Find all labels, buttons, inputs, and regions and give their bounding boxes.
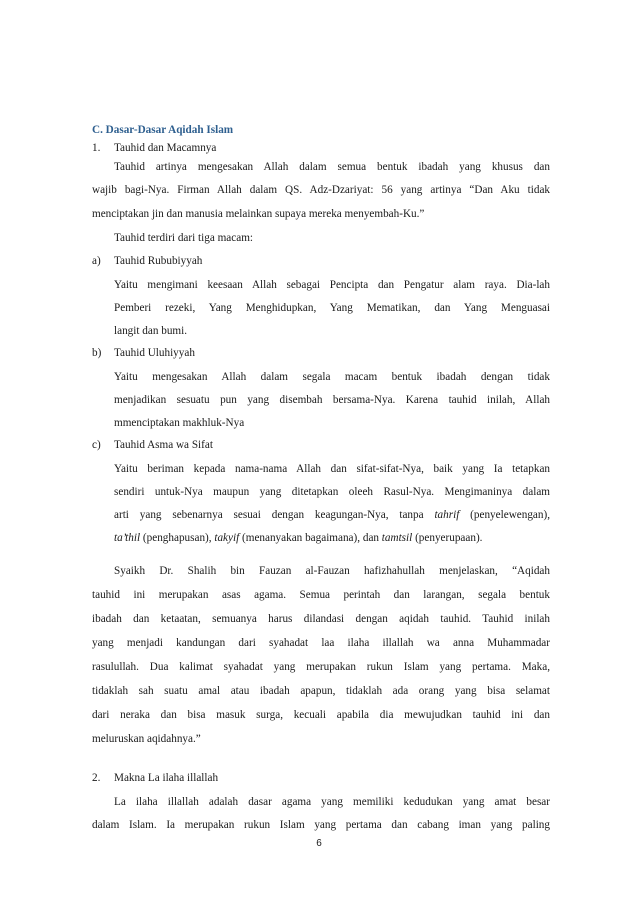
- item-number: 1.: [92, 142, 101, 154]
- paragraph-line: Pemberi rezeki, Yang Menghidupkan, Yang Mematikan, dan Yang Menguasai: [114, 302, 550, 314]
- italic-term: tahrif: [434, 509, 460, 521]
- paragraph-line: Tauhid artinya mengesakan Allah dalam semua bentuk ibadah yang khusus dan: [114, 161, 550, 173]
- text-run: (penghapusan),: [140, 532, 215, 544]
- paragraph-line: La ilaha illallah adalah dasar agama yang memiliki kedudukan yang amat besar: [114, 796, 550, 808]
- paragraph-line: Tauhid terdiri dari tiga macam:: [114, 232, 254, 244]
- page-number: 6: [316, 838, 322, 849]
- italic-term: tamtsil: [381, 532, 413, 544]
- list-marker: b): [92, 347, 102, 359]
- paragraph-line: meluruskan aqidahnya.”: [92, 733, 201, 745]
- list-item-title: Tauhid Uluhiyyah: [114, 347, 195, 359]
- paragraph-line: Syaikh Dr. Shalih bin Fauzan al-Fauzan hafizhahullah menjelaskan, “Aqidah: [114, 565, 550, 577]
- list-marker: c): [92, 439, 101, 451]
- text-run: (penyerupaan).: [412, 532, 483, 544]
- paragraph-line: tauhid ini merupakan asas agama. Semua perintah dan larangan, segala bentuk: [92, 589, 550, 601]
- paragraph-line: tidaklah sah suatu amal atau ibadah apapun, tidaklah ada orang yang bisa selamat: [92, 685, 550, 697]
- item-title: Makna La ilaha illallah: [114, 772, 219, 784]
- paragraph-line: dalam Islam. Ia merupakan rukun Islam yang pertama dan cabang iman yang paling: [92, 819, 550, 831]
- paragraph-line: Yaitu mengesakan Allah dalam segala macam bentuk ibadah dengan tidak: [114, 371, 550, 383]
- paragraph-line: rasulullah. Dua kalimat syahadat yang merupakan rukun Islam yang pertama. Maka,: [92, 661, 550, 673]
- text-run: (penyelewengan),: [459, 509, 551, 521]
- list-marker: a): [92, 255, 101, 267]
- text-run: (menanyakan bagaimana), dan: [239, 532, 382, 544]
- paragraph-line: Yaitu mengimani keesaan Allah sebagai Pencipta dan Pengatur alam raya. Dia-lah: [114, 279, 550, 291]
- paragraph-line: Yaitu beriman kepada nama-nama Allah dan sifat-sifat-Nya, baik yang Ia tetapkan: [114, 463, 550, 475]
- paragraph-line: menciptakan jin dan manusia melainkan supaya mereka menyembah-Ku.”: [92, 208, 425, 220]
- paragraph-line: dari neraka dan bisa masuk surga, kecuali apabila dia mewujudkan tauhid ini dan: [92, 709, 550, 721]
- paragraph-line: yang menjadi kandungan dari syahadat laa ilaha illallah wa anna Muhammadar: [92, 637, 550, 649]
- paragraph-line: ibadah dan ketaatan, semuanya harus dilandasi dengan aqidah tauhid. Tauhid inilah: [92, 613, 550, 625]
- text-run: arti yang sebenarnya sesuai dengan keagungan-Nya, tanpa: [114, 509, 435, 521]
- paragraph-line-mixed: [114, 508, 550, 522]
- italic-term: takyif: [214, 532, 240, 544]
- paragraph-line: wajib bagi-Nya. Firman Allah dalam QS. Adz-Dzariyat: 56 yang artinya “Dan Aku tidak: [92, 184, 550, 196]
- item-title: Tauhid dan Macamnya: [114, 142, 217, 154]
- paragraph-line: langit dan bumi.: [114, 325, 188, 337]
- list-item-title: Tauhid Rububiyyah: [114, 255, 203, 267]
- paragraph-line: menjadikan sesuatu pun yang disembah bersama-Nya. Karena tauhid inilah, Allah: [114, 394, 550, 406]
- paragraph-line: mmenciptakan makhluk-Nya: [114, 417, 245, 429]
- paragraph-line-mixed: [114, 531, 482, 545]
- italic-term: ta’thil: [114, 532, 141, 544]
- list-item-title: Tauhid Asma wa Sifat: [114, 439, 213, 451]
- item-number: 2.: [92, 772, 101, 784]
- paragraph-line: sendiri untuk-Nya maupun yang ditetapkan oleeh Rasul-Nya. Mengimaninya dalam: [114, 486, 550, 498]
- section-heading: C. Dasar-Dasar Aqidah Islam: [92, 124, 234, 136]
